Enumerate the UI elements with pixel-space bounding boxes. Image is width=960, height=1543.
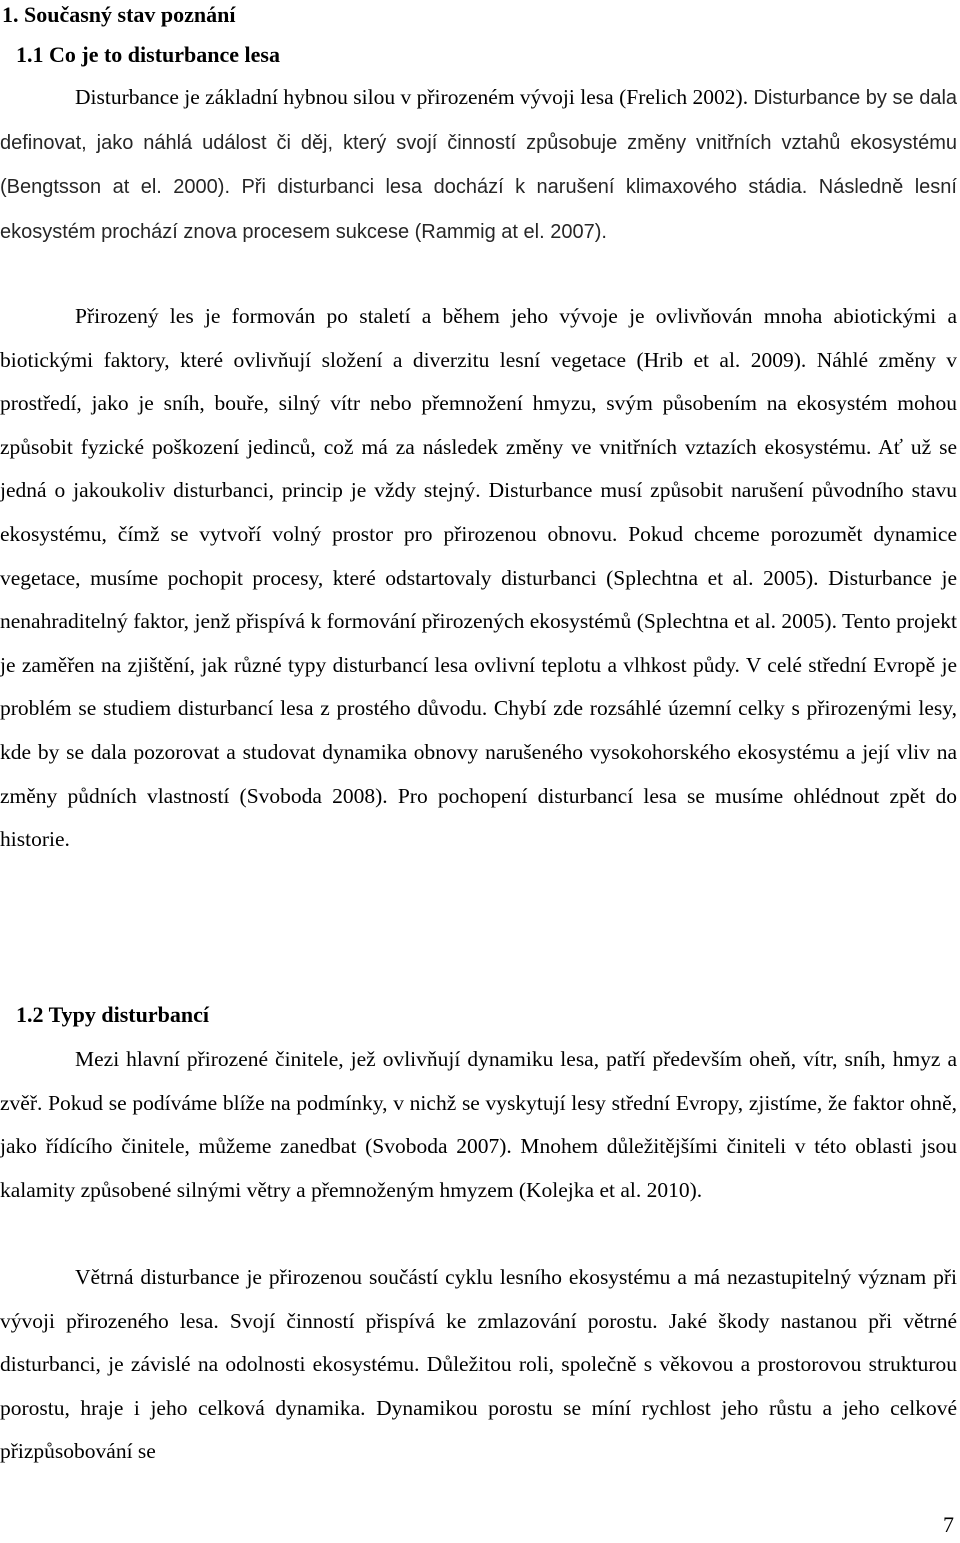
paragraph-natural-forest (0, 295, 957, 862)
paragraph-definition-sans-text: Disturbance by se dala definovat, jako náhlá událost či děj, který svojí činností způsobuje změny vnitřních vztahů ekosystému (Bengtsson at el. 2000). Při disturbanci lesa dochází k narušení klimaxového stádia. Následně lesní ekosystém prochází znova procesem sukcese (Rammig at el. 2007). (0, 87, 958, 243)
chapter-heading: 1. Současný stav poznání (2, 2, 236, 27)
paragraph-natural-forest-rest: Náhlé změny v prostředí, jako je sníh, bouře, silný vítr nebo přemnožení hmyzu, svým působením na ekosystém mohou způsobit fyzické poškození jedinců, což má za následek změny ve vnitřních vztazích ekosystému. Ať už se jedná o jakoukoliv disturbanci, princip je vždy stejný. Disturbance musí způsobit narušení původního stavu ekosystému, čímž se vytvoří volný prostor pro přirozenou obnovu. Pokud chceme porozumět dynamice vegetace, musíme pochopit procesy, které odstartovaly disturbanci (Splechtna et al. 2005). Disturbance je nenahraditelný faktor, jenž přispívá k formování přirozených ekosystémů (Splechtna et al. 2005). Tento projekt je zaměřen na zjištění, jak různé typy disturbancí lesa ovlivní teplotu a vlhkost půdy. V celé střední Evropě je problém se studiem disturbancí lesa z prostého důvodu. Chybí zde rozsáhlé územní celky s přirozenými lesy, kde by se dala pozorovat a studovat dynamika obnovy narušeného vysokohorského ekosystému a její vliv na změny půdních vlastností (Svoboda 2008). Pro pochopení disturbancí lesa se musíme ohlédnout zpět do historie. (0, 347, 958, 852)
paragraph-natural-forest-sentence-1: Přirozený les je formován po staletí a během jeho vývoje je ovlivňován mnoha abiotickými a biotickými faktory, které ovlivňují složení a diverzitu lesní vegetace (Hrib et al. 2009). (0, 304, 957, 372)
paragraph-main-factors: Mezi hlavní přirozené činitele, jež ovlivňují dynamiku lesa, patří především oheň, vítr, sníh, hmyz a zvěř. Pokud se podíváme blíže na podmínky, v nichž se vyskytují lesy střední Evropy, zjistíme, že faktor ohně, jako řídícího činitele, můžeme zanedbat (Svoboda 2007). Mnohem důležitějšími činiteli v této oblasti jsou kalamity způsobené silnými větry a přemnoženým hmyzem (Kolejka et al. 2010). (0, 1047, 957, 1202)
paragraph-definition-sentence-1: Disturbance je základní hybnou silou v přirozeném vývoji lesa (Frelich 2002). (75, 85, 749, 109)
section-heading-1-2: 1.2 Typy disturbancí (16, 1002, 209, 1027)
section-heading-1-1: 1.1 Co je to disturbance lesa (16, 42, 280, 67)
paragraph-definition (0, 76, 957, 254)
page-number: 7 (943, 1512, 954, 1537)
paragraph-wind-disturbance: Větrná disturbance je přirozenou součástí cyklu lesního ekosystému a má nezastupitelný význam při vývoji přirozeného lesa. Svojí činností přispívá ke zmlazování porostu. Jaké škody nastanou při větrné disturbanci, je závislé na odolnosti ekosystému. Důležitou roli, společně s věkovou a prostorovou strukturou porostu, hraje i jeho celková dynamika. Dynamikou porostu se míní rychlost jeho růstu a jeho celkové přizpůsobování se (0, 1265, 957, 1464)
